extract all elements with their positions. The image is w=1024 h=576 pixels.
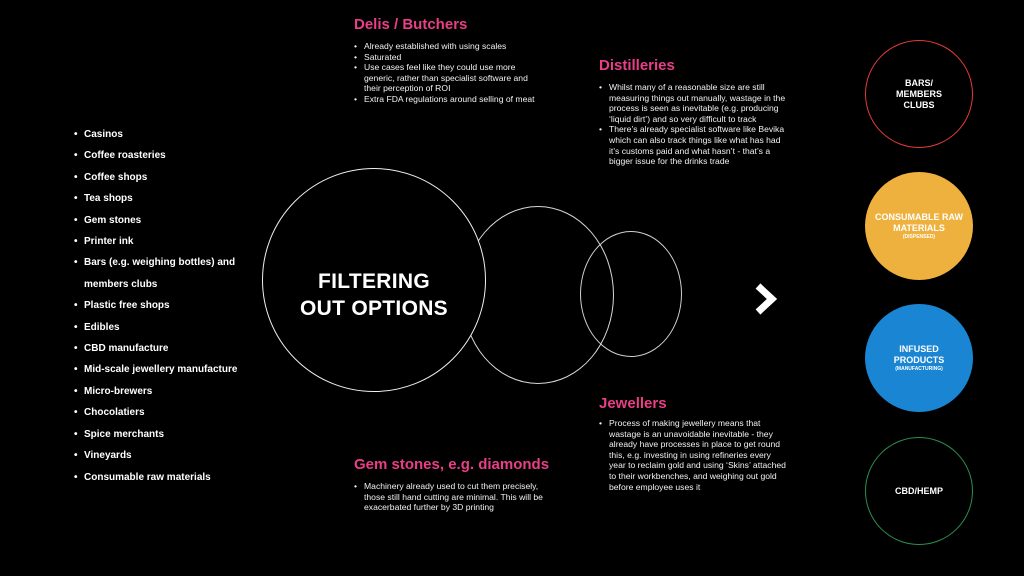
industry-list (74, 124, 254, 488)
main-title-line2: OUT OPTIONS (300, 297, 448, 320)
list-item: • Coffee shops (74, 167, 254, 188)
segment-circle-infused (865, 304, 973, 412)
list-item: • Mid-scale jewellery manufacture (74, 359, 254, 380)
list-item: • Plastic free shops (74, 295, 254, 316)
distilleries-list (599, 82, 787, 167)
main-title (288, 268, 460, 322)
list-item: • Chocolatiers (74, 402, 254, 423)
list-item: • Machinery already used to cut them precisely, those still hand cutting are minimal. This will be exacerbated further by 3D printing (354, 481, 544, 513)
delis-title: Delis / Butchers (354, 16, 468, 33)
list-item: • Already established with using scales (354, 41, 544, 52)
segment-sublabel: (DISPENSED) (902, 233, 936, 240)
list-item: • Process of making jewellery means that wastage is an unavoidable inevitable - they already have processes in place to get round this, e.g. investing in using refineries every year to reclaim gold and using ‘Skins’ attached to their workbenches, and weighing out gold before employee uses it (599, 418, 789, 492)
gem-stones-title: Gem stones, e.g. diamonds (354, 456, 550, 473)
list-item: • Coffee roasteries (74, 145, 254, 166)
segment-circle-bars (865, 40, 973, 148)
list-item: • Bars (e.g. weighing bottles) and (74, 252, 254, 273)
list-item: • Printer ink (74, 231, 254, 252)
gem-stones-list (354, 481, 544, 513)
list-item: • Extra FDA regulations around selling of meat (354, 94, 544, 105)
list-item: • Vineyards (74, 445, 254, 466)
segment-label: CONSUMABLE RAW MATERIALS (875, 211, 963, 233)
chevron-right-icon (751, 282, 781, 316)
list-item: members clubs (84, 278, 158, 290)
list-item: • Spice merchants (74, 424, 254, 445)
delis-list (354, 41, 544, 105)
jewellers-list (599, 418, 789, 492)
list-item: • Micro-brewers (74, 381, 254, 402)
list-item: • Edibles (74, 317, 254, 338)
list-item: • There’s already specialist software like Bevika which can also track things like what has had it’s customs paid and what hasn’t - that’s a bigger issue for the drinks trade (599, 124, 787, 166)
list-item: • Use cases feel like they could use more generic, rather than specialist software and their perception of ROI (354, 62, 544, 94)
main-title-line1: FILTERING (318, 270, 430, 293)
list-item: • CBD manufacture (74, 338, 254, 359)
list-item: • Tea shops (74, 188, 254, 209)
jewellers-title: Jewellers (599, 395, 667, 412)
list-item: • Consumable raw materials (74, 467, 254, 488)
segment-label: CBD/HEMP (894, 485, 943, 496)
segment-label: INFUSED PRODUCTS (893, 343, 945, 365)
list-item: • Gem stones (74, 210, 254, 231)
segment-label: BARS/ MEMBERS CLUBS (895, 77, 942, 110)
segment-circle-cbd (865, 437, 973, 545)
list-item: • Whilst many of a reasonable size are still measuring things out manually, wastage in the process is seen as inevitable (e.g. producing ‘liquid dirt’) and so very difficult to track (599, 82, 787, 124)
distilleries-title: Distilleries (599, 57, 675, 74)
segment-circle-consumable (865, 172, 973, 280)
segment-sublabel: (MANUFACTURING) (895, 365, 943, 372)
list-item: • Casinos (74, 124, 254, 145)
list-item: • Saturated (354, 52, 544, 63)
